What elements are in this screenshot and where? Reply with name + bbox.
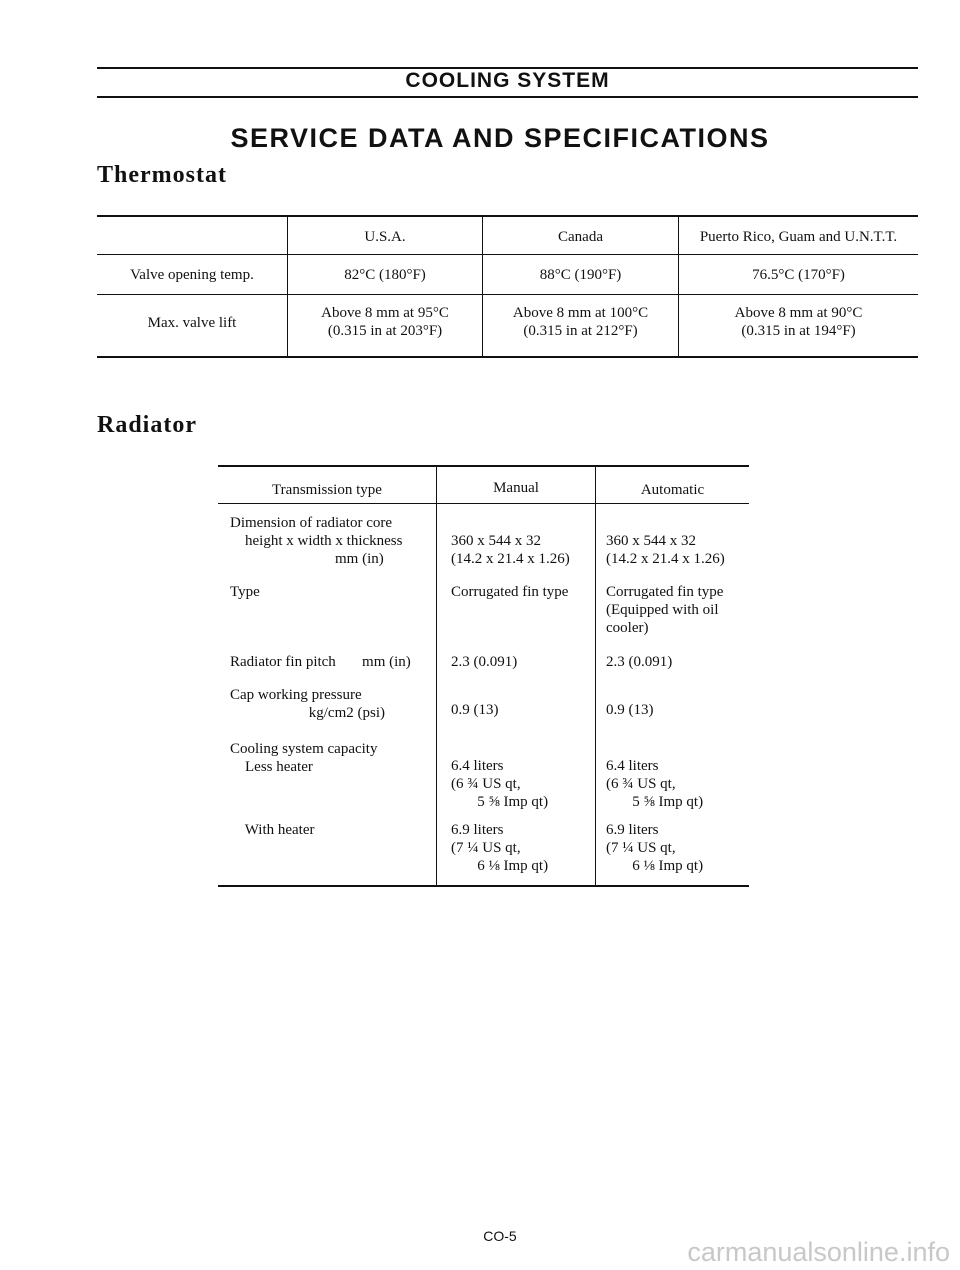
radiator-row-label: Cooling system capacity Less heater <box>230 741 378 775</box>
radiator-automatic-cell: 6.4 liters (6 ¾ US qt, 5 ⅝ Imp qt) <box>606 758 704 810</box>
radiator-col-divider <box>595 465 596 886</box>
header-rule-bottom <box>97 96 918 98</box>
radiator-col-header-manual: Manual <box>493 480 539 496</box>
radiator-manual-cell: 0.9 (13) <box>451 702 499 718</box>
radiator-row-label: Type <box>230 584 260 600</box>
radiator-automatic-cell: 6.9 liters (7 ¼ US qt, 6 ⅛ Imp qt) <box>606 822 704 874</box>
thermo-row-label: Valve opening temp. <box>130 267 254 283</box>
radiator-manual-cell: 6.4 liters (6 ¾ US qt, 5 ⅝ Imp qt) <box>451 758 549 810</box>
thermo-row-label: Max. valve lift <box>147 315 237 331</box>
thermo-cell: 88°C (190°F) <box>539 267 622 283</box>
thermo-col-header-canada: Canada <box>558 229 603 245</box>
radiator-automatic-cell: Corrugated fin type (Equipped with oil cooler) <box>606 584 724 636</box>
thermo-rule-header <box>97 254 918 255</box>
thermo-rule-top <box>97 215 918 217</box>
radiator-rule-top <box>218 465 749 467</box>
radiator-heading: Radiator <box>97 412 197 438</box>
radiator-row-label: Radiator fin pitch mm (in) <box>230 654 411 670</box>
radiator-manual-cell: Corrugated fin type <box>451 584 569 600</box>
thermo-cell: Above 8 mm at 95°C (0.315 in at 203°F) <box>321 305 449 339</box>
radiator-row-label: Dimension of radiator core height x width x thickness mm (in) <box>230 515 403 567</box>
page-number: CO-5 <box>483 1228 517 1244</box>
thermo-cell: Above 8 mm at 90°C (0.315 in at 194°F) <box>734 305 863 339</box>
radiator-manual-cell: 2.3 (0.091) <box>451 654 518 670</box>
radiator-manual-cell: 360 x 544 x 32 (14.2 x 21.4 x 1.26) <box>451 533 570 567</box>
radiator-automatic-cell: 0.9 (13) <box>606 702 654 718</box>
thermo-col-header-usa: U.S.A. <box>364 229 406 245</box>
radiator-col-header-automatic: Automatic <box>640 482 705 498</box>
thermo-rule-bottom <box>97 356 918 358</box>
radiator-rule-bottom <box>218 885 749 887</box>
watermark: carmanualsonline.info <box>687 1237 950 1267</box>
radiator-manual-cell: 6.9 liters (7 ¼ US qt, 6 ⅛ Imp qt) <box>451 822 549 874</box>
radiator-row-label: With heater <box>230 822 315 838</box>
thermo-rule-row1 <box>97 294 918 295</box>
radiator-rule-header <box>218 503 749 504</box>
thermo-cell: Above 8 mm at 100°C (0.315 in at 212°F) <box>512 305 649 339</box>
thermo-cell: 82°C (180°F) <box>344 267 426 283</box>
radiator-col-divider <box>436 465 437 886</box>
thermostat-heading: Thermostat <box>97 162 227 188</box>
radiator-automatic-cell: 2.3 (0.091) <box>606 654 673 670</box>
thermo-col-header-puerto-rico: Puerto Rico, Guam and U.N.T.T. <box>699 229 898 245</box>
radiator-automatic-cell: 360 x 544 x 32 (14.2 x 21.4 x 1.26) <box>606 533 725 567</box>
page-title: SERVICE DATA AND SPECIFICATIONS <box>230 123 770 153</box>
thermo-cell: 76.5°C (170°F) <box>752 267 845 283</box>
radiator-col-header-transmission: Transmission type <box>272 482 382 498</box>
radiator-row-label: Cap working pressure kg/cm2 (psi) <box>230 687 385 721</box>
section-title: COOLING SYSTEM <box>405 69 610 92</box>
